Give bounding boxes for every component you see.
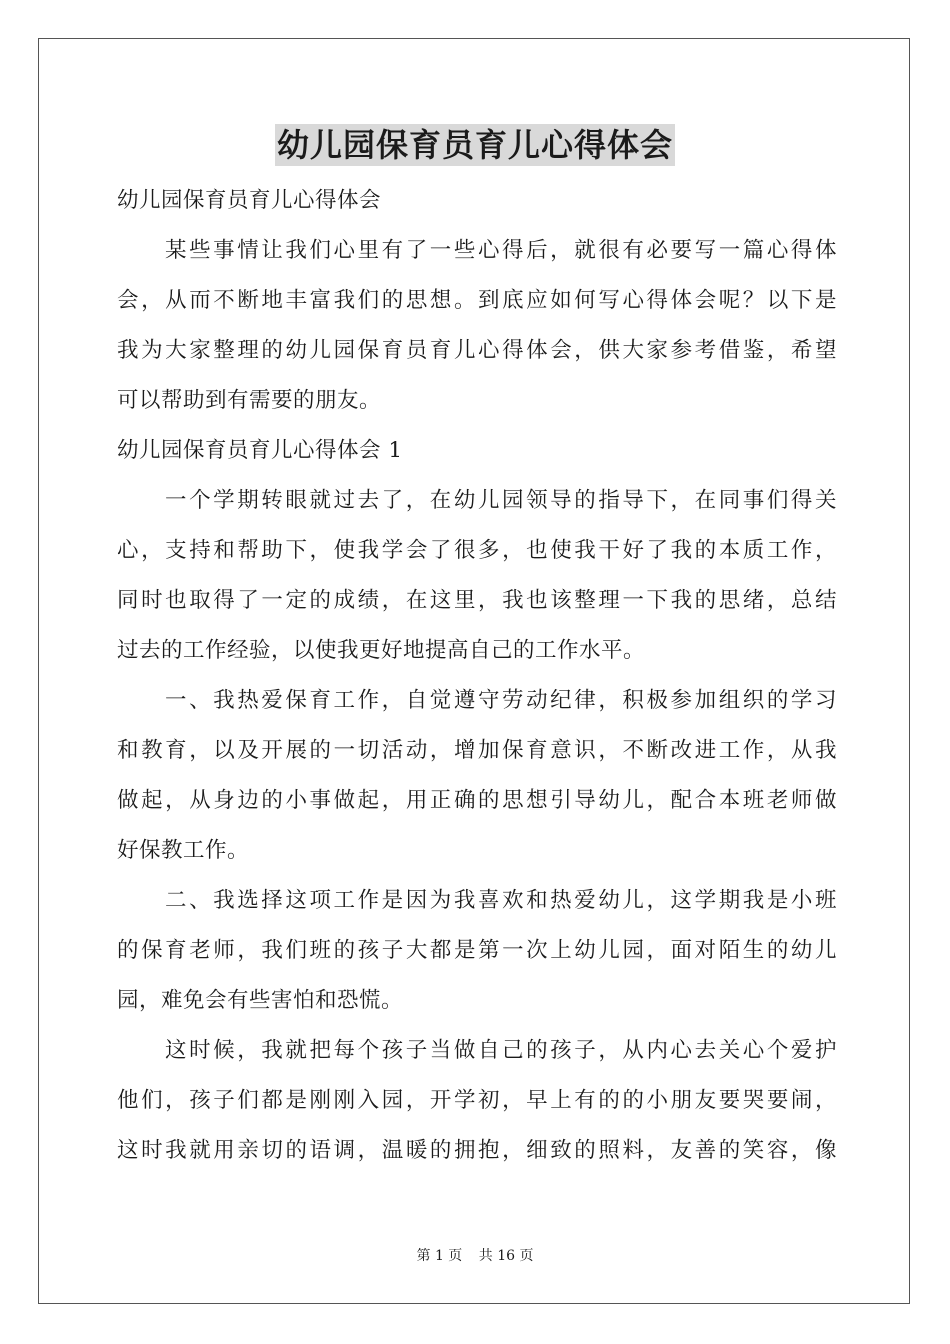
- page-number: 第 1 页: [416, 1248, 463, 1264]
- page-footer: [0, 1246, 950, 1266]
- text-line: 园，难免会有些害怕和恐慌。: [117, 988, 404, 1013]
- text-line: 幼儿园保育员育儿心得体会 1: [117, 438, 403, 463]
- document-body: [117, 176, 837, 1176]
- text-line: 他们，孩子们都是刚刚入园，开学初，早上有的的小朋友要哭要闹，: [117, 1088, 837, 1113]
- text-line: 我为大家整理的幼儿园保育员育儿心得体会，供大家参考借鉴，希望: [117, 338, 837, 363]
- text-line: 过去的工作经验，以使我更好地提高自己的工作水平。: [117, 638, 646, 663]
- text-line: 这时候，我就把每个孩子当做自己的孩子，从内心去关心个爱护: [165, 1038, 837, 1063]
- document-title: 幼儿园保育员育儿心得体会: [276, 126, 673, 164]
- text-line: 二、我选择这项工作是因为我喜欢和热爱幼儿，这学期我是小班: [165, 888, 837, 913]
- text-line: 某些事情让我们心里有了一些心得后，就很有必要写一篇心得体: [165, 238, 837, 263]
- text-line: 做起，从身边的小事做起，用正确的思想引导幼儿，配合本班老师做: [117, 788, 837, 813]
- text-line: 和教育，以及开展的一切活动，增加保育意识，不断改进工作，从我: [117, 738, 837, 763]
- text-line: 会，从而不断地丰富我们的思想。到底应如何写心得体会呢？以下是: [117, 288, 837, 313]
- text-line: 的保育老师，我们班的孩子大都是第一次上幼儿园，面对陌生的幼儿: [117, 938, 837, 963]
- text-line: 这时我就用亲切的语调，温暖的拥抱，细致的照料，友善的笑容，像: [117, 1138, 837, 1163]
- page-total: 共 16 页: [478, 1248, 534, 1264]
- text-line: 可以帮助到有需要的朋友。: [117, 388, 382, 413]
- text-line: 一个学期转眼就过去了，在幼儿园领导的指导下，在同事们得关: [165, 488, 837, 513]
- text-line: 一、我热爱保育工作，自觉遵守劳动纪律，积极参加组织的学习: [165, 688, 837, 713]
- text-line: 好保教工作。: [117, 838, 250, 863]
- text-line: 同时也取得了一定的成绩，在这里，我也该整理一下我的思绪，总结: [117, 588, 837, 613]
- text-line: 幼儿园保育员育儿心得体会: [117, 188, 382, 213]
- text-line: 心，支持和帮助下，使我学会了很多，也使我干好了我的本质工作，: [117, 538, 837, 563]
- title-container: [0, 124, 950, 166]
